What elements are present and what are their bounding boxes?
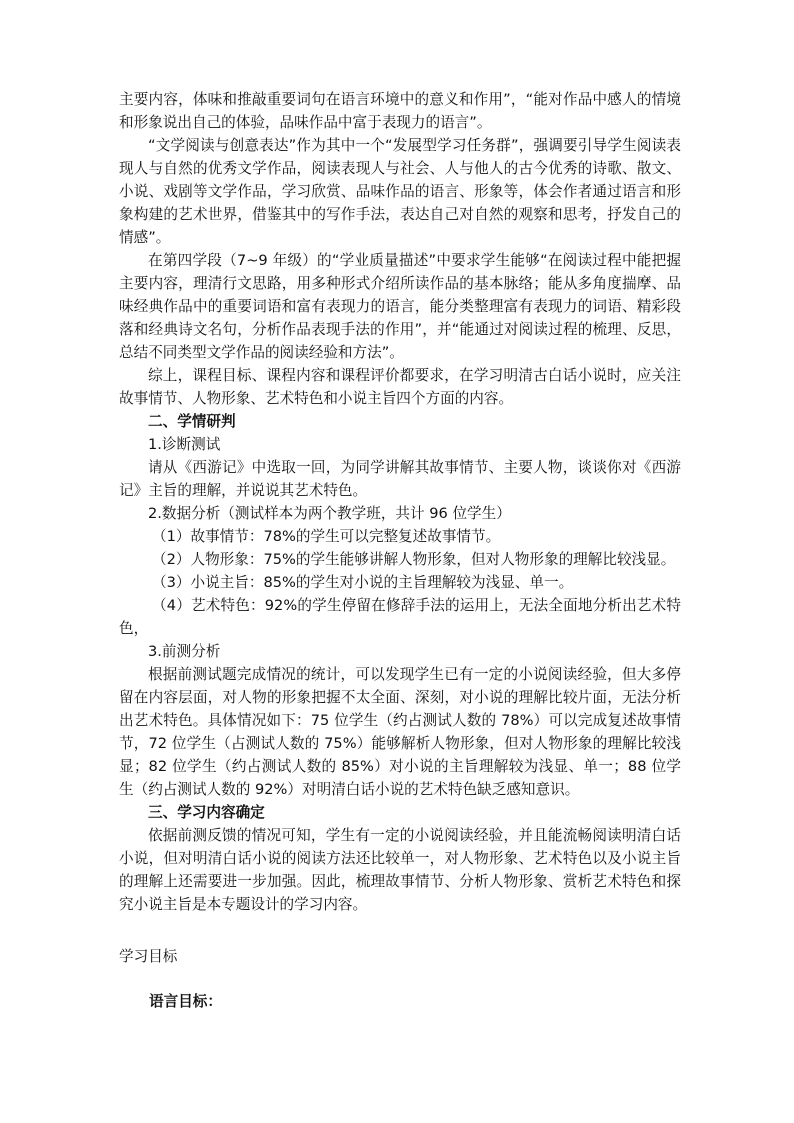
- heading-learning-content: 三、学习内容确定: [148, 804, 265, 821]
- paragraph-summary: 综上，课程目标、课程内容和课程评价都要求，在学习明清古白话小说时，应关注故事情节、人物形象、艺术特色和小说主旨四个方面的内容。: [119, 367, 681, 407]
- subheading-data-analysis: 2.数据分析（测试样本为两个教学班，共计 96 位学生）: [148, 505, 511, 522]
- list-item-plot: （1）故事情节：78%的学生可以完整复述故事情节。: [152, 528, 501, 545]
- paragraph-pretest-analysis: 根据前测试题完成情况的统计，可以发现学生已有一定的小说阅读经验，但大多停留在内容层面，对人物的形象把握不太全面、深刻，对小说的理解比较片面，无法分析出艺术特色。具体情况如下：75 位学生（约占测试人数的 78%）可以完成复述故事情节，72 位学生（占测试人数的 75%）能够解析人物形象，但对人物形象的理解比较浅显；82 位学生（约占测试人数的 85%）对小说的主旨理解较为浅显、单一；88 位学生（约占测试人数的 92%）对明清白话小说的艺术特色缺乏感知意识。: [119, 666, 681, 798]
- paragraph-curriculum-continuation: 主要内容，体味和推敲重要词句在语言环境中的意义和作用”，“能对作品中感人的情境和形象说出自己的体验，品味作品中富于表现力的语言”。: [119, 91, 681, 131]
- goal-label-language: 语言目标：: [149, 993, 222, 1010]
- paragraph-task-group: “文学阅读与创意表达”作为其中一个“发展型学习任务群”，强调要引导学生阅读表现人与自然的优秀文学作品，阅读表现人与社会、人与他人的古今优秀的诗歌、散文、小说、戏剧等文学作品，学习欣赏、品味作品的语言、形象等，体会作者通过语言和形象构建的艺术世界，借鉴其中的写作手法，表达自己对自然的观察和思考，抒发自己的情感”。: [119, 137, 681, 246]
- list-item-artistry: （4）艺术特色：92%的学生停留在修辞手法的运用上，无法全面地分析出艺术特色，: [119, 597, 681, 637]
- document-body: [119, 88, 681, 916]
- paragraph-quality-description: 在第四学段（7~9 年级）的“学业质量描述”中要求学生能够“在阅读过程中能把握主要内容，理清行文思路，用多种形式介绍所读作品的基本脉络；能从多角度揣摩、品味经典作品中的重要词语和富有表现力的语言，能分类整理富有表现力的词语、精彩段落和经典诗文名句，分析作品表现手法的作用”，并“能通过对阅读过程的梳理、反思，总结不同类型文学作品的阅读经验和方法”。: [119, 252, 681, 361]
- subheading-pretest-analysis: 3.前测分析: [148, 643, 221, 660]
- subheading-diagnostic-test: 1.诊断测试: [148, 436, 221, 453]
- heading-learner-analysis: 二、学情研判: [148, 413, 236, 430]
- paragraph-learning-content: 依据前测反馈的情况可知，学生有一定的小说阅读经验，并且能流畅阅读明清白话小说，但对明清白话小说的阅读方法还比较单一，对人物形象、艺术特色以及小说主旨的理解上还需要进一步加强。因此，梳理故事情节、分析人物形象、赏析艺术特色和探究小说主旨是本专题设计的学习内容。: [119, 827, 681, 913]
- list-item-character: （2）人物形象：75%的学生能够讲解人物形象，但对人物形象的理解比较浅显。: [152, 551, 676, 568]
- paragraph-diagnostic-question: 请从《西游记》中选取一回，为同学讲解其故事情节、主要人物，谈谈你对《西游记》主旨的理解，并说说其艺术特色。: [119, 459, 681, 499]
- list-item-theme: （3）小说主旨：85%的学生对小说的主旨理解较为浅显、单一。: [152, 574, 574, 591]
- section-label-learning-goals: 学习目标: [119, 948, 178, 965]
